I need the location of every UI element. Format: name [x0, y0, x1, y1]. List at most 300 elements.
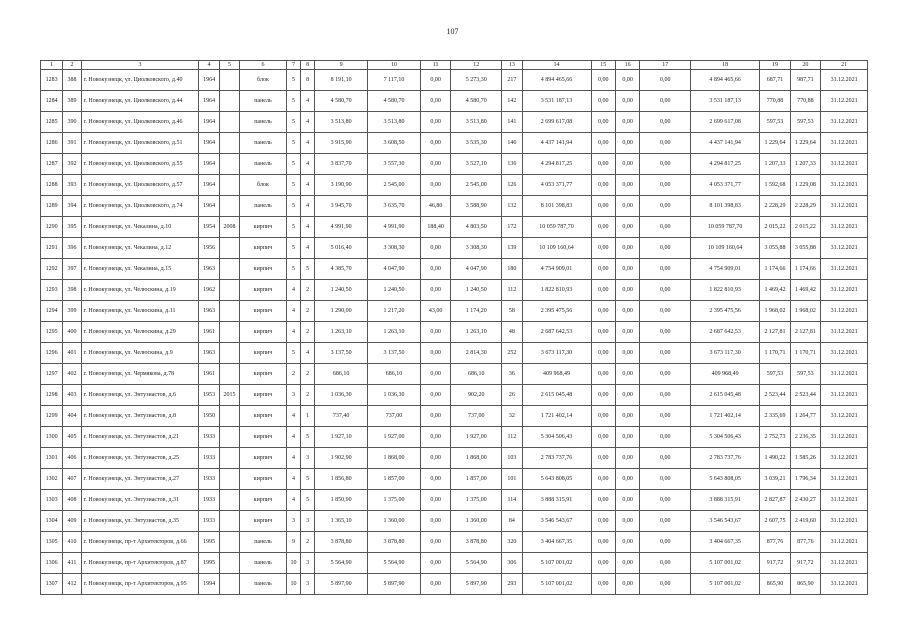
- table-cell: 3 546 543,67: [522, 511, 591, 532]
- table-row: [41, 196, 868, 217]
- table-cell: 686,10: [315, 364, 368, 385]
- table-cell: 0,00: [420, 112, 450, 133]
- table-cell: 5: [286, 112, 300, 133]
- column-header: 11: [420, 61, 450, 70]
- table-cell: 2015: [219, 385, 239, 406]
- table-cell: 0,00: [591, 322, 615, 343]
- column-header: 14: [522, 61, 591, 70]
- table-cell: 3 404 667,35: [522, 532, 591, 553]
- table-cell: 1964: [199, 133, 219, 154]
- table-cell: 1954: [199, 217, 219, 238]
- table-cell: 2: [301, 280, 315, 301]
- table-cell: 5 273,30: [451, 70, 502, 91]
- table-cell: 0,00: [615, 175, 639, 196]
- table-cell: 10 059 787,70: [522, 217, 591, 238]
- table-cell: 0,00: [591, 406, 615, 427]
- table-cell: 0,00: [615, 490, 639, 511]
- table-cell: 1964: [199, 175, 219, 196]
- table-cell: 180: [502, 259, 522, 280]
- table-cell: 31.12.2021: [821, 322, 868, 343]
- table-row: [41, 70, 868, 91]
- table-cell: 84: [502, 511, 522, 532]
- table-cell: 0,00: [640, 301, 691, 322]
- table-cell: 4: [301, 112, 315, 133]
- table-cell: 1307: [41, 574, 63, 595]
- table-cell: 4 294 817,25: [522, 154, 591, 175]
- table-cell: 112: [502, 427, 522, 448]
- table-cell: [219, 448, 239, 469]
- table-cell: 865,90: [760, 574, 790, 595]
- table-cell: 0,00: [591, 133, 615, 154]
- table-cell: кирпич: [240, 490, 287, 511]
- table-cell: кирпич: [240, 322, 287, 343]
- table-cell: 1 927,00: [451, 427, 502, 448]
- address-cell: г. Новокузнецк, ул. Челюскина, д.11: [81, 301, 199, 322]
- table-cell: 2 236,35: [790, 427, 820, 448]
- column-header: 1: [41, 61, 63, 70]
- table-cell: 2 127,81: [760, 322, 790, 343]
- table-cell: 0,00: [640, 553, 691, 574]
- table-cell: 1 868,00: [368, 448, 421, 469]
- table-cell: кирпич: [240, 511, 287, 532]
- address-cell: г. Новокузнецк, пр-т Архитекторов, д.87: [81, 553, 199, 574]
- table-cell: 3: [301, 448, 315, 469]
- table-cell: 0,00: [420, 490, 450, 511]
- table-cell: 0,00: [640, 574, 691, 595]
- table-cell: 3 915,90: [315, 133, 368, 154]
- table-cell: 1 263,10: [315, 322, 368, 343]
- table-cell: 5 897,90: [451, 574, 502, 595]
- table-cell: 0,00: [640, 343, 691, 364]
- table-cell: 2 545,00: [451, 175, 502, 196]
- table-cell: 1 796,34: [790, 469, 820, 490]
- table-cell: 1961: [199, 322, 219, 343]
- table-cell: 902,20: [451, 385, 502, 406]
- table-cell: 409 968,49: [691, 364, 760, 385]
- table-cell: 0,00: [420, 574, 450, 595]
- table-cell: 3 546 543,67: [691, 511, 760, 532]
- table-cell: 3 513,80: [368, 112, 421, 133]
- table-cell: кирпич: [240, 343, 287, 364]
- table-cell: 0,00: [420, 343, 450, 364]
- table-cell: блок: [240, 70, 287, 91]
- table-cell: 3 535,30: [451, 133, 502, 154]
- table-cell: 1933: [199, 511, 219, 532]
- table-cell: 2008: [219, 217, 239, 238]
- address-cell: г. Новокузнецк, ул. Энтузиастов, д.35: [81, 511, 199, 532]
- table-cell: 3 878,80: [368, 532, 421, 553]
- table-cell: 388: [63, 70, 81, 91]
- table-cell: 0,00: [615, 385, 639, 406]
- table-cell: 5 564,90: [315, 553, 368, 574]
- table-cell: 0,00: [615, 91, 639, 112]
- table-cell: 0,00: [640, 532, 691, 553]
- table-cell: 394: [63, 196, 81, 217]
- table-cell: 3: [301, 574, 315, 595]
- table-cell: 0,00: [591, 385, 615, 406]
- table-cell: 4 894 465,66: [691, 70, 760, 91]
- table-cell: 1 290,00: [315, 301, 368, 322]
- table-cell: 0,00: [640, 154, 691, 175]
- table-cell: 0,00: [591, 511, 615, 532]
- table-cell: 3 513,80: [451, 112, 502, 133]
- table-cell: [219, 259, 239, 280]
- table-cell: 1933: [199, 469, 219, 490]
- table-cell: 1 968,02: [760, 301, 790, 322]
- table-cell: 4: [286, 469, 300, 490]
- table-cell: 737,00: [368, 406, 421, 427]
- table-cell: 0,00: [420, 385, 450, 406]
- table-cell: 1287: [41, 154, 63, 175]
- table-cell: 7 117,10: [368, 70, 421, 91]
- address-cell: г. Новокузнецк, пр-т Архитекторов, д.66: [81, 532, 199, 553]
- table-cell: 1963: [199, 301, 219, 322]
- table-cell: 172: [502, 217, 522, 238]
- table-cell: 4: [286, 322, 300, 343]
- column-header: 21: [821, 61, 868, 70]
- table-cell: 1294: [41, 301, 63, 322]
- table-cell: 101: [502, 469, 522, 490]
- table-cell: 1 360,00: [368, 511, 421, 532]
- table-cell: 1 229,08: [790, 175, 820, 196]
- table-cell: [219, 490, 239, 511]
- table-row: [41, 133, 868, 154]
- table-cell: 31.12.2021: [821, 196, 868, 217]
- address-cell: г. Новокузнецк, ул. Чермякова, д.78: [81, 364, 199, 385]
- table-cell: 0,00: [615, 322, 639, 343]
- table-cell: 31.12.2021: [821, 427, 868, 448]
- table-cell: 877,76: [790, 532, 820, 553]
- address-cell: г. Новокузнецк, ул. Энтузиастов, д.31: [81, 490, 199, 511]
- table-cell: 3 055,88: [760, 238, 790, 259]
- table-row: [41, 154, 868, 175]
- table-cell: 5 107 001,02: [691, 574, 760, 595]
- table-cell: 0,00: [640, 448, 691, 469]
- table-cell: 4: [286, 427, 300, 448]
- table-cell: 1 927,00: [368, 427, 421, 448]
- table-row: [41, 91, 868, 112]
- table-cell: 4 754 909,01: [691, 259, 760, 280]
- table-cell: 0,00: [615, 574, 639, 595]
- column-header: 17: [640, 61, 691, 70]
- table-cell: 0,00: [591, 280, 615, 301]
- table-cell: [219, 322, 239, 343]
- table-cell: 0,00: [640, 469, 691, 490]
- table-cell: 0,00: [640, 385, 691, 406]
- address-cell: г. Новокузнецк, ул. Чекалина, д.15: [81, 259, 199, 280]
- address-cell: г. Новокузнецк, ул. Энтузиастов, д.6: [81, 385, 199, 406]
- table-row: [41, 427, 868, 448]
- table-cell: 0,00: [420, 364, 450, 385]
- table-cell: 686,10: [451, 364, 502, 385]
- table-cell: 1 174,20: [451, 301, 502, 322]
- table-cell: 3: [301, 553, 315, 574]
- table-cell: 0,00: [640, 112, 691, 133]
- table-cell: 1995: [199, 553, 219, 574]
- table-cell: 5: [286, 133, 300, 154]
- table-cell: 1292: [41, 259, 63, 280]
- table-cell: 0,00: [640, 175, 691, 196]
- table-cell: 0,00: [591, 112, 615, 133]
- table-cell: 4: [301, 343, 315, 364]
- table-cell: 408: [63, 490, 81, 511]
- table-cell: 0,00: [420, 469, 450, 490]
- table-cell: панель: [240, 91, 287, 112]
- table-cell: 391: [63, 133, 81, 154]
- table-cell: 4: [301, 196, 315, 217]
- table-cell: кирпич: [240, 238, 287, 259]
- table-cell: 0,00: [591, 91, 615, 112]
- table-cell: 2 430,27: [790, 490, 820, 511]
- table-row: [41, 469, 868, 490]
- table-row: [41, 217, 868, 238]
- table-cell: 1298: [41, 385, 63, 406]
- table-cell: [219, 175, 239, 196]
- table-cell: 0,00: [640, 364, 691, 385]
- table-cell: 0,00: [640, 427, 691, 448]
- table-cell: 0,00: [615, 511, 639, 532]
- table-cell: 2 127,81: [790, 322, 820, 343]
- table-cell: 10 109 160,64: [691, 238, 760, 259]
- table-cell: 1 264,77: [790, 406, 820, 427]
- table-cell: 31.12.2021: [821, 469, 868, 490]
- table-cell: 1962: [199, 280, 219, 301]
- table-cell: 4 385,70: [315, 259, 368, 280]
- table-cell: 31.12.2021: [821, 553, 868, 574]
- table-cell: 597,53: [790, 112, 820, 133]
- table-cell: [219, 112, 239, 133]
- table-cell: 31.12.2021: [821, 217, 868, 238]
- address-cell: г. Новокузнецк, ул. Энтузиастов, д.8: [81, 406, 199, 427]
- table-cell: 1 217,20: [368, 301, 421, 322]
- table-cell: 5: [286, 91, 300, 112]
- table-cell: 5: [286, 259, 300, 280]
- table-cell: 188,40: [420, 217, 450, 238]
- table-cell: 31.12.2021: [821, 70, 868, 91]
- table-cell: 1 229,64: [790, 133, 820, 154]
- table-cell: 0,00: [615, 70, 639, 91]
- address-cell: г. Новокузнецк, ул. Челюскина, д.9: [81, 343, 199, 364]
- table-cell: 136: [502, 154, 522, 175]
- table-cell: 0,00: [420, 259, 450, 280]
- address-cell: г. Новокузнецк, ул. Циолковского, д.57: [81, 175, 199, 196]
- table-cell: 3 531 187,13: [522, 91, 591, 112]
- table-cell: 987,71: [790, 70, 820, 91]
- table-cell: панель: [240, 532, 287, 553]
- table-cell: 4 294 817,25: [691, 154, 760, 175]
- table-cell: [219, 343, 239, 364]
- table-row: [41, 343, 868, 364]
- table-cell: 2 783 737,76: [522, 448, 591, 469]
- table-cell: 0,00: [420, 280, 450, 301]
- table-cell: 400: [63, 322, 81, 343]
- table-cell: 0,00: [615, 238, 639, 259]
- table-cell: 2 335,69: [760, 406, 790, 427]
- table-cell: 1953: [199, 385, 219, 406]
- table-cell: 2 607,75: [760, 511, 790, 532]
- table-cell: 409: [63, 511, 81, 532]
- table-cell: 1300: [41, 427, 63, 448]
- table-cell: 8 101 398,83: [522, 196, 591, 217]
- table-cell: 0,00: [591, 574, 615, 595]
- table-cell: 4 053 371,77: [522, 175, 591, 196]
- table-row: [41, 259, 868, 280]
- table-cell: 5 643 808,05: [691, 469, 760, 490]
- table-row: [41, 280, 868, 301]
- table-cell: 1 229,64: [760, 133, 790, 154]
- table-cell: 139: [502, 238, 522, 259]
- table-cell: 0,00: [640, 280, 691, 301]
- table-cell: 1 721 402,14: [691, 406, 760, 427]
- table-cell: 0,00: [420, 406, 450, 427]
- table-cell: 0,00: [591, 301, 615, 322]
- table-cell: 4: [301, 238, 315, 259]
- table-cell: 3 137,50: [315, 343, 368, 364]
- table-cell: 5 304 506,43: [522, 427, 591, 448]
- table-cell: 0,00: [591, 217, 615, 238]
- table-cell: [219, 196, 239, 217]
- table-cell: 1961: [199, 364, 219, 385]
- column-header: 5: [219, 61, 239, 70]
- table-cell: 0,00: [591, 238, 615, 259]
- table-cell: 4 047,90: [368, 259, 421, 280]
- table-cell: панель: [240, 196, 287, 217]
- table-cell: 26: [502, 385, 522, 406]
- table-cell: 5: [301, 490, 315, 511]
- table-cell: 31.12.2021: [821, 154, 868, 175]
- table-cell: 4 053 371,77: [691, 175, 760, 196]
- table-cell: 2 419,60: [790, 511, 820, 532]
- table-cell: 917,72: [760, 553, 790, 574]
- table-cell: 1 902,90: [315, 448, 368, 469]
- table-cell: кирпич: [240, 280, 287, 301]
- table-cell: 1293: [41, 280, 63, 301]
- table-cell: 1 857,00: [451, 469, 502, 490]
- table-cell: 293: [502, 574, 522, 595]
- table-cell: 4 437 141,94: [522, 133, 591, 154]
- table-cell: 1 592,68: [760, 175, 790, 196]
- table-cell: 0,00: [591, 70, 615, 91]
- table-cell: 597,53: [790, 364, 820, 385]
- table-row: [41, 175, 868, 196]
- table-cell: 46,80: [420, 196, 450, 217]
- table-cell: 1 240,50: [368, 280, 421, 301]
- table-cell: 0,00: [615, 133, 639, 154]
- table-cell: 1994: [199, 574, 219, 595]
- address-cell: г. Новокузнецк, ул. Энтузиастов, д.27: [81, 469, 199, 490]
- table-cell: [219, 280, 239, 301]
- table-cell: 3 608,50: [368, 133, 421, 154]
- table-cell: 2: [301, 301, 315, 322]
- table-row: [41, 406, 868, 427]
- table-cell: панель: [240, 154, 287, 175]
- table-cell: 3 673 117,30: [691, 343, 760, 364]
- address-cell: г. Новокузнецк, ул. Энтузиастов, д.21: [81, 427, 199, 448]
- table-cell: 0,00: [420, 427, 450, 448]
- table-cell: кирпич: [240, 406, 287, 427]
- address-cell: г. Новокузнецк, ул. Челюскина, д.19: [81, 280, 199, 301]
- table-cell: 2 395 475,56: [522, 301, 591, 322]
- table-cell: 3 888 315,91: [691, 490, 760, 511]
- table-cell: 687,71: [760, 70, 790, 91]
- table-cell: 0,00: [591, 364, 615, 385]
- table-cell: 1297: [41, 364, 63, 385]
- table-cell: 1 240,50: [451, 280, 502, 301]
- table-cell: 0,00: [615, 112, 639, 133]
- table-cell: 5: [286, 343, 300, 364]
- table-cell: панель: [240, 553, 287, 574]
- table-cell: 10 109 160,64: [522, 238, 591, 259]
- table-cell: 31.12.2021: [821, 343, 868, 364]
- table-cell: 132: [502, 196, 522, 217]
- table-cell: 4: [286, 301, 300, 322]
- table-cell: 0,00: [591, 196, 615, 217]
- table-cell: 3: [301, 511, 315, 532]
- column-header: 13: [502, 61, 522, 70]
- table-cell: 737,40: [315, 406, 368, 427]
- table-cell: 31.12.2021: [821, 280, 868, 301]
- address-cell: г. Новокузнецк, ул. Энтузиастов, д.25: [81, 448, 199, 469]
- table-cell: 2: [301, 364, 315, 385]
- table-cell: 1 857,00: [368, 469, 421, 490]
- table-cell: 3 039,21: [760, 469, 790, 490]
- table-cell: 0,00: [640, 196, 691, 217]
- table-cell: 917,72: [790, 553, 820, 574]
- table-cell: 31.12.2021: [821, 238, 868, 259]
- table-cell: 4: [301, 91, 315, 112]
- table-row: [41, 448, 868, 469]
- table-cell: 1933: [199, 490, 219, 511]
- table-cell: 31.12.2021: [821, 511, 868, 532]
- address-cell: г. Новокузнецк, ул. Циолковского, д.46: [81, 112, 199, 133]
- table-cell: [219, 154, 239, 175]
- table-cell: панель: [240, 133, 287, 154]
- table-cell: 0,00: [591, 469, 615, 490]
- table-cell: 393: [63, 175, 81, 196]
- address-cell: г. Новокузнецк, ул. Циолковского, д.51: [81, 133, 199, 154]
- table-cell: 3 945,70: [315, 196, 368, 217]
- table-cell: 32: [502, 406, 522, 427]
- table-cell: 4 047,90: [451, 259, 502, 280]
- table-cell: 2 699 617,08: [691, 112, 760, 133]
- table-cell: 4 580,70: [451, 91, 502, 112]
- table-cell: 0,00: [640, 259, 691, 280]
- table-cell: 1306: [41, 553, 63, 574]
- table-cell: 2 015,22: [760, 217, 790, 238]
- table-cell: 36: [502, 364, 522, 385]
- table-cell: 5 564,90: [451, 553, 502, 574]
- table-cell: [219, 427, 239, 448]
- table-cell: 0,00: [640, 238, 691, 259]
- table-cell: 0,00: [591, 532, 615, 553]
- table-cell: 2 687 642,53: [522, 322, 591, 343]
- table-cell: 4: [301, 133, 315, 154]
- column-header: 4: [199, 61, 219, 70]
- table-cell: 43,00: [420, 301, 450, 322]
- table-cell: 390: [63, 112, 81, 133]
- table-cell: 1 375,00: [368, 490, 421, 511]
- table-cell: 0,00: [615, 343, 639, 364]
- table-cell: 320: [502, 532, 522, 553]
- table-cell: 0,00: [420, 91, 450, 112]
- table-cell: 0,00: [591, 553, 615, 574]
- table-cell: 1301: [41, 448, 63, 469]
- table-cell: 31.12.2021: [821, 406, 868, 427]
- header-row: [41, 61, 868, 70]
- table-cell: 5 107 001,02: [691, 553, 760, 574]
- table-cell: [219, 91, 239, 112]
- table-cell: 1302: [41, 469, 63, 490]
